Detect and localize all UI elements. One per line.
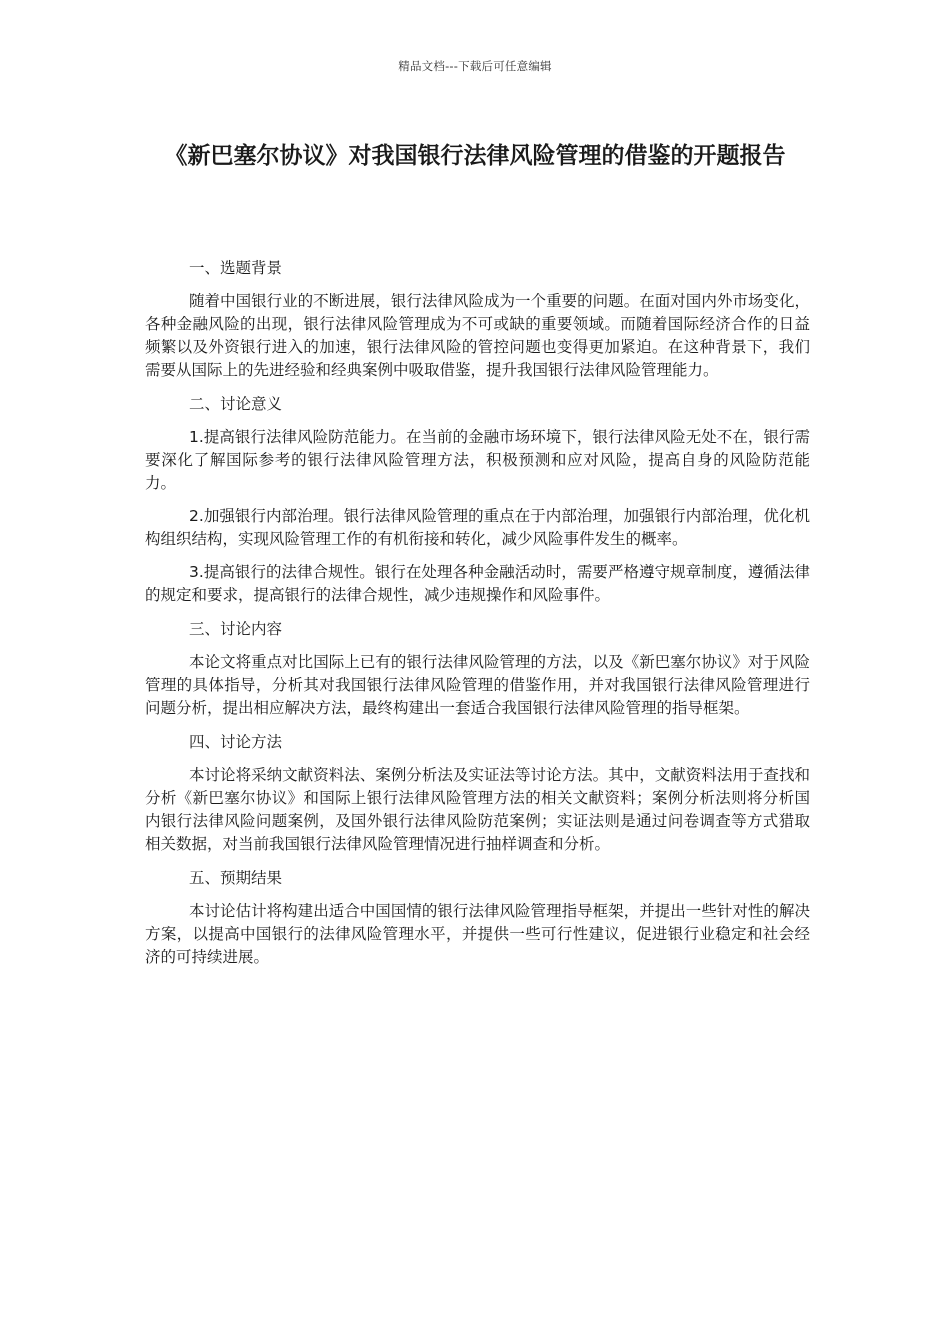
section-heading: 三、讨论内容 <box>189 620 283 638</box>
paragraph: 本讨论估计将构建出适合中国国情的银行法律风险管理指导框架，并提出一些针对性的解决方案，以提高中国银行的法律风险管理水平，并提供一些可行性建议，促进银行业稳定和社会经济的可持续进展。 <box>145 902 810 966</box>
section-background <box>145 256 810 382</box>
paragraph: 2.加强银行内部治理。银行法律风险管理的重点在于内部治理，加强银行内部治理，优化机构组织结构，实现风险管理工作的有机衔接和转化，减少风险事件发生的概率。 <box>145 507 810 548</box>
section-content <box>145 617 810 720</box>
section-heading: 一、选题背景 <box>189 259 283 277</box>
paragraph: 3.提高银行的法律合规性。银行在处理各种金融活动时，需要严格遵守规章制度，遵循法律的规定和要求，提高银行的法律合规性，减少违规操作和风险事件。 <box>145 563 810 604</box>
document-title: 《新巴塞尔协议》对我国银行法律风险管理的借鉴的开题报告 <box>164 143 786 169</box>
page-header-note: 精品文档---下载后可任意编辑 <box>398 59 552 73</box>
section-heading: 四、讨论方法 <box>189 733 283 751</box>
paragraph: 本论文将重点对比国际上已有的银行法律风险管理的方法，以及《新巴塞尔协议》对于风险管理的具体指导，分析其对我国银行法律风险管理的借鉴作用，并对我国银行法律风险管理进行问题分析，提出相应解决方法，最终构建出一套适合我国银行法律风险管理的指导框架。 <box>145 653 810 717</box>
paragraph: 本讨论将采纳文献资料法、案例分析法及实证法等讨论方法。其中，文献资料法用于查找和分析《新巴塞尔协议》和国际上银行法律风险管理方法的相关文献资料；案例分析法则将分析国内银行法律风险问题案例，及国外银行法律风险防范案例；实证法则是通过问卷调查等方式猎取相关数据，对当前我国银行法律风险管理情况进行抽样调查和分析。 <box>145 766 810 853</box>
document-body <box>145 256 810 979</box>
paragraph: 随着中国银行业的不断进展，银行法律风险成为一个重要的问题。在面对国内外市场变化，各种金融风险的出现，银行法律风险管理成为不可或缺的重要领域。而随着国际经济合作的日益频繁以及外资银行进入的加速，银行法律风险的管控问题也变得更加紧迫。在这种背景下，我们需要从国际上的先进经验和经典案例中吸取借鉴，提升我国银行法律风险管理能力。 <box>145 292 810 379</box>
section-methods <box>145 730 810 856</box>
section-heading: 五、预期结果 <box>189 869 283 887</box>
section-heading: 二、讨论意义 <box>189 395 283 413</box>
section-significance <box>145 392 810 607</box>
paragraph: 1.提高银行法律风险防范能力。在当前的金融市场环境下，银行法律风险无处不在，银行需要深化了解国际参考的银行法律风险管理方法，积极预测和应对风险，提高自身的风险防范能力。 <box>145 428 810 492</box>
section-expected-results <box>145 866 810 969</box>
